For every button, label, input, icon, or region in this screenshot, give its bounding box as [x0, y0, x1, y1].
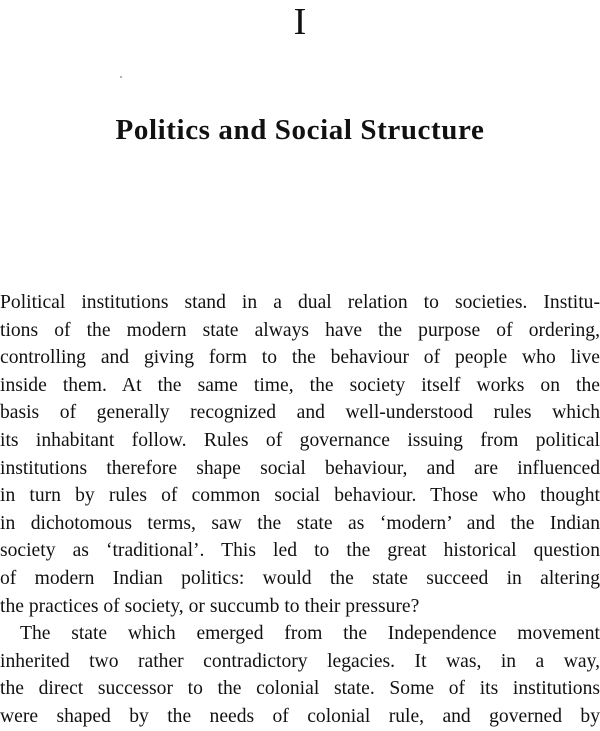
text-line: were shaped by the needs of colonial rule, and governed by [0, 705, 600, 727]
paragraph-1 [0, 289, 600, 620]
chapter-title: Politics and Social Structure [115, 114, 485, 146]
text-line: of modern Indian politics: would the state succeed in altering [0, 567, 600, 589]
text-line: basis of generally recognized and well-understood rules which [0, 402, 600, 424]
chapter-number: I [293, 1, 307, 43]
text-line: in dichotomous terms, saw the state as ‘modern’ and the Indian [0, 512, 600, 534]
text-line: inside them. At the same time, the society itself works on the [0, 374, 600, 396]
text-line: The state which emerged from the Independence movement [20, 623, 600, 645]
text-line: inherited two rather contradictory legacies. It was, in a way, [0, 650, 600, 672]
text-line: its inhabitant follow. Rules of governance issuing from political [0, 429, 600, 451]
print-speck [120, 76, 122, 78]
text-line: tions of the modern state always have the purpose of ordering, [0, 319, 600, 341]
body-text [0, 289, 600, 731]
text-line: the practices of society, or succumb to their pressure? [0, 595, 420, 617]
text-line: in turn by rules of common social behaviour. Those who thought [0, 485, 600, 507]
text-line: controlling and giving form to the behaviour of people who live [0, 347, 600, 369]
text-line: society as ‘traditional’. This led to the great historical question [0, 540, 600, 562]
text-line: institutions therefore shape social behaviour, and are influenced [0, 457, 600, 479]
text-line: Political institutions stand in a dual relation to societies. Institu- [0, 292, 600, 313]
paragraph-2 [0, 620, 600, 730]
text-line: the direct successor to the colonial state. Some of its institutions [0, 678, 600, 700]
